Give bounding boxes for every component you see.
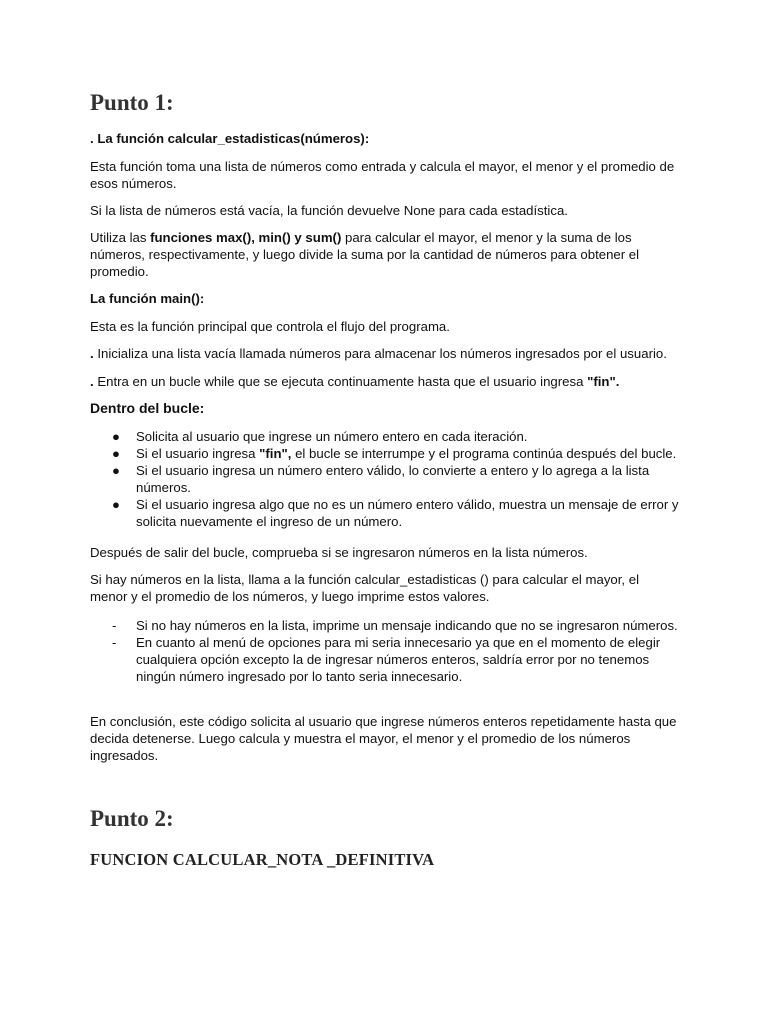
bullet-icon: ● xyxy=(112,463,120,478)
list-item: ● Solicita al usuario que ingrese un número entero en cada iteración. xyxy=(112,429,528,444)
list-item: ● Si el usuario ingresa "fin", el bucle se interrumpe y el programa continúa después del bucle. xyxy=(112,446,677,461)
paragraph-after-loop: Después de salir del bucle, comprueba si se ingresaron números en la lista números. xyxy=(90,545,588,560)
list-item: ● Si el usuario ingresa un número entero válido, lo convierte a entero y lo agrega a la lista números. xyxy=(112,463,650,495)
dash-list xyxy=(112,617,680,685)
paragraph-main-control: Esta es la función principal que controla el flujo del programa. xyxy=(90,319,450,334)
list-item: - Si no hay números en la lista, imprime un mensaje indicando que no se ingresaron números. xyxy=(112,618,678,633)
punto2-heading: Punto 2: xyxy=(90,806,174,831)
paragraph-empty-list: Si la lista de números está vacía, la función devuelve None para cada estadística. xyxy=(90,203,568,218)
paragraph-functions-used: Utiliza las funciones max(), min() y sum() para calcular el mayor, el menor y la suma de los números, respectivamente, y luego divide la suma por la cantidad de números para obtener el promedio. xyxy=(90,230,640,279)
punto1-heading: Punto 1: xyxy=(90,90,174,115)
paragraph-init-list: . Inicializa una lista vacía llamada números para almacenar los números ingresados por el usuario. xyxy=(90,346,667,361)
dash-icon: - xyxy=(112,635,117,650)
bullet-list xyxy=(112,428,680,530)
loop-title: Dentro del bucle: xyxy=(90,400,205,416)
func-calcular-estadisticas-title: . La función calcular_estadisticas(números): xyxy=(90,131,370,146)
bullet-icon: ● xyxy=(112,497,120,512)
dash-icon: - xyxy=(112,618,117,633)
list-item: - En cuanto al menú de opciones para mi seria innecesario ya que en el momento de elegir cualquiera opción excepto la de ingresar números enteros, saldría error por no tenemos ningún número ingresado por lo tanto seria innecesario. xyxy=(112,635,661,684)
bullet-icon: ● xyxy=(112,429,120,444)
bullet-icon: ● xyxy=(112,446,120,461)
func-calcular-nota-title: FUNCION CALCULAR_NOTA _DEFINITIVA xyxy=(90,850,435,869)
paragraph-while-loop: . Entra en un bucle while que se ejecuta continuamente hasta que el usuario ingresa "fin". xyxy=(90,374,620,389)
paragraph-conclusion: En conclusión, este código solicita al usuario que ingrese números enteros repetidamente hasta que decida detenerse. Luego calcula y muestra el mayor, el menor y el promedio de los números ingresados. xyxy=(90,714,677,763)
paragraph-call-stats: Si hay números en la lista, llama a la función calcular_estadisticas () para calcular el mayor, el menor y el promedio de los números, y luego imprime estos valores. xyxy=(90,572,639,604)
list-item: ● Si el usuario ingresa algo que no es un número entero válido, muestra un mensaje de error y solicita nuevamente el ingreso de un número. xyxy=(112,497,679,529)
main-function-title: La función main(): xyxy=(90,291,205,306)
paragraph-description: Esta función toma una lista de números como entrada y calcula el mayor, el menor y el promedio de esos números. xyxy=(90,159,675,191)
